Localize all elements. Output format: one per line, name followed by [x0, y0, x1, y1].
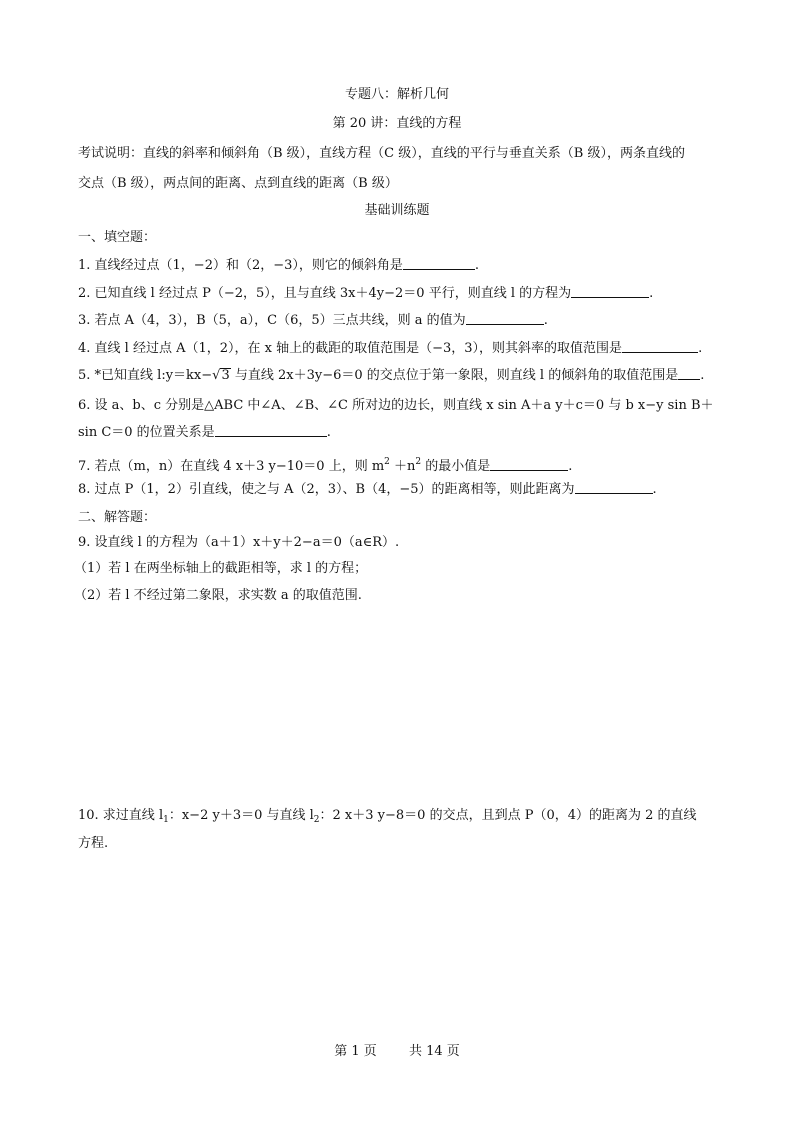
part2-title: 二、解答题：	[78, 510, 157, 525]
answer-blank	[571, 285, 649, 298]
period: .	[326, 425, 331, 440]
answer-blank	[622, 340, 698, 353]
sqrt-symbol: √	[212, 368, 221, 383]
question-10-text-c: ：2 x＋3 y−8＝0 的交点，且到点 P（0，4）的距离为 2 的直线	[319, 808, 697, 823]
question-6-line-2	[78, 424, 331, 442]
question-10-line-2: 方程.	[78, 836, 109, 851]
period: .	[698, 341, 703, 356]
answer-blank	[466, 312, 544, 325]
question-8-text: 8. 过点 P（1，2）引直线，使之与 A（2，3）、B（4，−5）的距离相等，则此距离为	[78, 482, 575, 497]
answer-blank	[575, 481, 653, 494]
sqrt-radicand: 3	[221, 368, 230, 383]
question-2	[78, 285, 653, 303]
exponent: 2	[415, 457, 422, 467]
question-10-line-1	[78, 807, 697, 829]
exam-note-line-2: 交点（B 级），两点间的距离、点到直线的距离（B 级）	[78, 176, 398, 191]
question-10-text-a: 10. 求过直线 l	[78, 808, 164, 823]
question-6-text: sin C＝0 的位置关系是	[78, 425, 215, 440]
page-total: 共 14 页	[408, 1044, 460, 1059]
question-7-text-c: 的最小值是	[421, 459, 491, 474]
answer-blank	[403, 257, 475, 270]
answer-blank	[678, 367, 700, 380]
period: .	[649, 286, 654, 301]
topic-title: 专题八：解析几何	[344, 87, 449, 102]
question-5	[78, 367, 704, 385]
period: .	[474, 258, 480, 273]
question-1	[78, 257, 479, 275]
question-7-text-a: 7. 若点（m，n）在直线 4 x＋3 y−10＝0 上，则 m	[78, 459, 385, 474]
question-7-text-b: ＋n	[389, 459, 416, 474]
period: .	[700, 368, 705, 383]
question-7	[78, 453, 572, 476]
question-3	[78, 312, 548, 330]
question-5-text-a: 5. *已知直线 l:y＝kx−	[78, 368, 213, 383]
question-9-part-2: （2）若 l 不经过第二象限，求实数 a 的取值范围.	[74, 588, 362, 603]
question-4	[78, 340, 702, 358]
answer-blank	[490, 458, 568, 471]
page-number: 第 1 页	[334, 1044, 377, 1059]
page-footer	[0, 1040, 794, 1059]
period: .	[543, 313, 548, 328]
question-9: 9. 设直线 l 的方程为（a＋1）x＋y＋2−a＝0（a∈R）.	[78, 535, 400, 550]
question-3-text: 3. 若点 A（4，3），B（5，a），C（6，5）三点共线，则 a 的值为	[78, 313, 466, 328]
question-5-text-b: 与直线 2x＋3y−6＝0 的交点位于第一象限，则直线 l 的倾斜角的取值范围是	[230, 368, 679, 383]
question-4-text: 4. 直线 l 经过点 A（1，2），在 x 轴上的截距的取值范围是（−3，3），则其斜率的取值范围是	[78, 341, 623, 356]
section-title: 基础训练题	[364, 203, 430, 218]
answer-blank	[215, 424, 327, 437]
subscript: 2	[313, 815, 320, 825]
question-1-text: 1. 直线经过点（1，−2）和（2，−3），则它的倾斜角是	[78, 258, 403, 273]
period: .	[568, 459, 573, 474]
question-2-text: 2. 已知直线 l 经过点 P（−2，5），且与直线 3x＋4y−2＝0 平行，则直线 l 的方程为	[78, 286, 572, 301]
exam-note-line-1: 考试说明：直线的斜率和倾斜角（B 级），直线方程（C 级），直线的平行与垂直关系（B 级），两条直线的	[78, 146, 685, 161]
part1-title: 一、填空题：	[78, 230, 157, 245]
subscript: 1	[163, 815, 169, 825]
question-8	[78, 481, 657, 499]
period: .	[652, 482, 657, 497]
question-10-text-b: ：x−2 y＋3＝0 与直线 l	[168, 808, 314, 823]
exponent: 2	[384, 457, 390, 467]
question-6-line-1: 6. 设 a、b、c 分别是△ABC 中∠A、∠B、∠C 所对边的边长，则直线 x sin A＋a y＋c＝0 与 b x−y sin B＋	[78, 398, 714, 413]
question-9-part-1: （1）若 l 在两坐标轴上的截距相等，求 l 的方程；	[74, 561, 368, 576]
lecture-title: 第 20 讲：直线的方程	[332, 116, 462, 131]
